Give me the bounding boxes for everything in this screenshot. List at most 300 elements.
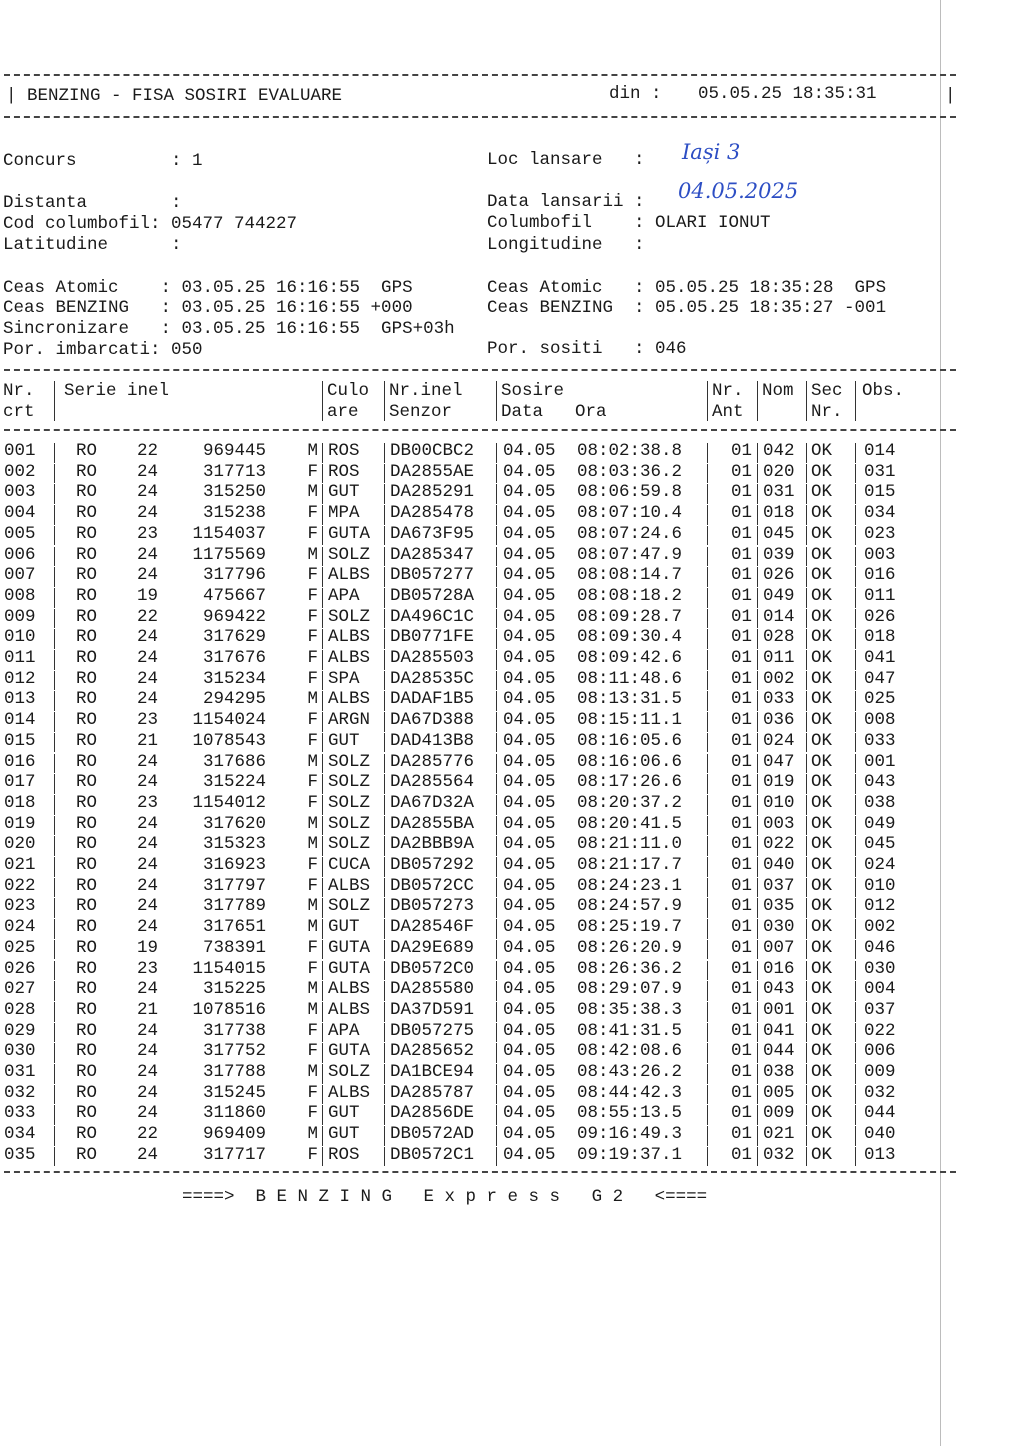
cell-sex: F bbox=[307, 565, 318, 586]
col-divider bbox=[855, 981, 856, 1001]
table-row bbox=[0, 938, 960, 959]
cell-color: GUT bbox=[328, 917, 360, 938]
cell-antenna-nr: 01 bbox=[730, 503, 752, 524]
cell-arrival-time: 08:20:37.2 bbox=[577, 792, 683, 813]
cell-sensor-ring: DA285478 bbox=[390, 503, 475, 524]
col-divider bbox=[757, 857, 758, 877]
data-lansarii-handwritten: 04.05.2025 bbox=[678, 179, 799, 203]
header-col-divider bbox=[496, 381, 497, 421]
cell-sec-nr: OK bbox=[811, 772, 833, 793]
cell-arrival-time: 08:13:31.5 bbox=[577, 689, 683, 710]
cell-sec-nr: OK bbox=[811, 730, 833, 751]
cell-nom: 041 bbox=[763, 1020, 795, 1041]
table-row bbox=[0, 1145, 960, 1166]
cell-nom: 042 bbox=[763, 441, 795, 461]
header-top-rule bbox=[4, 74, 956, 76]
cell-row-nr: 010 bbox=[4, 627, 36, 648]
cell-nom: 038 bbox=[763, 1062, 795, 1082]
cell-ring-country: RO bbox=[76, 627, 98, 648]
cell-nom: 043 bbox=[763, 979, 795, 1000]
table-row bbox=[0, 565, 960, 586]
cell-color: ARGN bbox=[328, 710, 371, 731]
cell-color: GUTA bbox=[328, 523, 371, 544]
cell-arrival-time: 08:11:48.6 bbox=[577, 668, 683, 689]
cell-obs: 008 bbox=[864, 710, 896, 731]
cell-antenna-nr: 01 bbox=[730, 1020, 752, 1041]
cell-row-nr: 028 bbox=[4, 999, 36, 1020]
col-divider bbox=[707, 816, 708, 836]
cell-obs: 046 bbox=[864, 937, 896, 958]
cell-row-nr: 017 bbox=[4, 772, 36, 793]
col-divider bbox=[806, 443, 807, 463]
cell-arrival-time: 08:07:47.9 bbox=[577, 544, 683, 565]
cell-ring-number: 317620 bbox=[202, 813, 266, 834]
col-divider bbox=[384, 567, 385, 587]
cell-ring-number: 317796 bbox=[202, 565, 266, 586]
col-divider bbox=[384, 671, 385, 691]
cell-antenna-nr: 01 bbox=[730, 523, 752, 544]
footer-brand: ====> B E N Z I N G E x p r e s s G 2 <==== bbox=[182, 1187, 708, 1207]
col-divider bbox=[855, 961, 856, 981]
cell-ring-number: 315250 bbox=[202, 482, 266, 503]
cell-sensor-ring: DB057273 bbox=[390, 896, 475, 917]
cell-sex: M bbox=[307, 751, 318, 772]
cell-arrival-date: 04.05 bbox=[503, 710, 556, 731]
cell-antenna-nr: 01 bbox=[730, 1062, 752, 1082]
col-divider bbox=[54, 1126, 55, 1146]
cell-row-nr: 023 bbox=[4, 896, 36, 917]
cell-sec-nr: OK bbox=[811, 482, 833, 503]
col-divider bbox=[707, 1064, 708, 1084]
col-divider bbox=[496, 940, 497, 960]
cell-sec-nr: OK bbox=[811, 1144, 833, 1165]
table-row bbox=[0, 689, 960, 710]
cell-antenna-nr: 01 bbox=[730, 958, 752, 979]
ceas-benzing-start: Ceas BENZING : 03.05.25 16:16:55 +000 bbox=[3, 298, 413, 318]
report-date-label: din : bbox=[609, 84, 662, 104]
cell-ring-year: 22 bbox=[137, 1124, 159, 1145]
col-divider bbox=[384, 547, 385, 567]
longitudine-line: Longitudine : bbox=[487, 235, 645, 255]
cell-ring-number: 317676 bbox=[202, 648, 266, 668]
cell-ring-country: RO bbox=[76, 979, 98, 1000]
col-divider bbox=[322, 691, 323, 711]
report-date-value: 05.05.25 18:35:31 bbox=[698, 84, 877, 104]
cell-ring-number: 969445 bbox=[202, 441, 266, 461]
col-divider bbox=[496, 1002, 497, 1022]
cell-obs: 031 bbox=[864, 461, 896, 482]
cell-color: ALBS bbox=[328, 875, 371, 896]
cell-ring-country: RO bbox=[76, 1103, 98, 1124]
cell-nom: 020 bbox=[763, 461, 795, 482]
col-divider bbox=[322, 940, 323, 960]
cell-arrival-date: 04.05 bbox=[503, 999, 556, 1020]
col-divider bbox=[806, 961, 807, 981]
cell-ring-country: RO bbox=[76, 585, 98, 606]
table-row bbox=[0, 1124, 960, 1145]
cell-obs: 018 bbox=[864, 627, 896, 648]
table-row bbox=[0, 896, 960, 917]
cell-row-nr: 002 bbox=[4, 461, 36, 482]
col-divider bbox=[496, 1147, 497, 1167]
cell-sec-nr: OK bbox=[811, 648, 833, 668]
col-divider bbox=[806, 712, 807, 732]
cell-sensor-ring: DA37D591 bbox=[390, 999, 475, 1020]
cell-nom: 018 bbox=[763, 503, 795, 524]
cell-obs: 025 bbox=[864, 689, 896, 710]
cell-sex: F bbox=[307, 1103, 318, 1124]
cell-nom: 030 bbox=[763, 917, 795, 938]
cell-ring-country: RO bbox=[76, 855, 98, 875]
col-divider bbox=[54, 816, 55, 836]
col-divider bbox=[496, 484, 497, 504]
cell-arrival-time: 08:03:36.2 bbox=[577, 461, 683, 482]
col-divider bbox=[384, 1126, 385, 1146]
cell-color: GUTA bbox=[328, 937, 371, 958]
cell-ring-number: 1175569 bbox=[192, 544, 266, 565]
table-row bbox=[0, 834, 960, 855]
col-divider bbox=[855, 795, 856, 815]
cell-ring-number: 1154012 bbox=[192, 792, 266, 813]
cell-ring-year: 23 bbox=[137, 792, 159, 813]
cell-arrival-date: 04.05 bbox=[503, 461, 556, 482]
cell-nom: 047 bbox=[763, 751, 795, 772]
cell-obs: 043 bbox=[864, 772, 896, 793]
table-row bbox=[0, 710, 960, 731]
col-divider bbox=[855, 816, 856, 836]
col-divider bbox=[384, 609, 385, 629]
col-divider bbox=[384, 691, 385, 711]
col-divider bbox=[707, 940, 708, 960]
col-divider bbox=[54, 940, 55, 960]
cell-obs: 016 bbox=[864, 565, 896, 586]
cell-nom: 040 bbox=[763, 855, 795, 875]
cell-sex: F bbox=[307, 503, 318, 524]
cell-antenna-nr: 01 bbox=[730, 999, 752, 1020]
col-divider bbox=[855, 836, 856, 856]
cell-sec-nr: OK bbox=[811, 668, 833, 689]
cell-antenna-nr: 01 bbox=[730, 1103, 752, 1124]
cell-obs: 010 bbox=[864, 875, 896, 896]
col-divider bbox=[707, 898, 708, 918]
col-divider bbox=[496, 650, 497, 670]
cell-nom: 002 bbox=[763, 668, 795, 689]
cell-sensor-ring: DA673F95 bbox=[390, 523, 475, 544]
cell-ring-country: RO bbox=[76, 565, 98, 586]
cell-ring-year: 24 bbox=[137, 668, 159, 689]
col-divider bbox=[384, 588, 385, 608]
table-row bbox=[0, 648, 960, 669]
cell-row-nr: 014 bbox=[4, 710, 36, 731]
cell-antenna-nr: 01 bbox=[730, 606, 752, 627]
col-divider bbox=[707, 1105, 708, 1125]
cell-sec-nr: OK bbox=[811, 875, 833, 896]
cell-ring-number: 317686 bbox=[202, 751, 266, 772]
cell-sec-nr: OK bbox=[811, 606, 833, 627]
cell-sec-nr: OK bbox=[811, 461, 833, 482]
col-divider bbox=[707, 919, 708, 939]
cell-ring-country: RO bbox=[76, 668, 98, 689]
col-divider bbox=[855, 1147, 856, 1167]
col-divider bbox=[707, 567, 708, 587]
cell-ring-number: 317738 bbox=[202, 1020, 266, 1041]
cell-sec-nr: OK bbox=[811, 917, 833, 938]
col-divider bbox=[322, 1085, 323, 1105]
col-divider bbox=[806, 940, 807, 960]
col-divider bbox=[384, 733, 385, 753]
cell-arrival-time: 08:09:28.7 bbox=[577, 606, 683, 627]
cell-sensor-ring: DA28546F bbox=[390, 917, 475, 938]
table-bottom-rule bbox=[4, 1171, 956, 1173]
cell-arrival-date: 04.05 bbox=[503, 689, 556, 710]
cell-color: SOLZ bbox=[328, 751, 371, 772]
cell-ring-number: 315234 bbox=[202, 668, 266, 689]
col-divider bbox=[806, 981, 807, 1001]
cell-ring-number: 317752 bbox=[202, 1041, 266, 1062]
cell-nom: 035 bbox=[763, 896, 795, 917]
cell-color: GUT bbox=[328, 1103, 360, 1124]
cell-obs: 011 bbox=[864, 585, 896, 606]
cell-nom: 049 bbox=[763, 585, 795, 606]
cell-obs: 045 bbox=[864, 834, 896, 855]
cell-arrival-date: 04.05 bbox=[503, 627, 556, 648]
col-divider bbox=[707, 1147, 708, 1167]
col-header-nr-inel: Nr.inel bbox=[389, 381, 463, 401]
cell-sensor-ring: DADAF1B5 bbox=[390, 689, 475, 710]
col-divider bbox=[54, 733, 55, 753]
table-top-rule bbox=[4, 369, 956, 371]
cell-ring-number: 1078516 bbox=[192, 999, 266, 1020]
cell-antenna-nr: 01 bbox=[730, 792, 752, 813]
col-divider bbox=[707, 443, 708, 463]
cell-ring-country: RO bbox=[76, 689, 98, 710]
cell-sex: F bbox=[307, 855, 318, 875]
cell-arrival-date: 04.05 bbox=[503, 834, 556, 855]
col-divider bbox=[757, 919, 758, 939]
cell-sensor-ring: DB05728A bbox=[390, 585, 475, 606]
cell-color: APA bbox=[328, 1020, 360, 1041]
col-divider bbox=[496, 898, 497, 918]
cell-sex: M bbox=[307, 896, 318, 917]
col-divider bbox=[322, 588, 323, 608]
col-divider bbox=[322, 1105, 323, 1125]
col-divider bbox=[806, 816, 807, 836]
col-divider bbox=[322, 857, 323, 877]
col-divider bbox=[54, 836, 55, 856]
col-divider bbox=[322, 795, 323, 815]
cell-arrival-time: 08:20:41.5 bbox=[577, 813, 683, 834]
cell-ring-year: 24 bbox=[137, 1082, 159, 1103]
cell-ring-country: RO bbox=[76, 1124, 98, 1145]
cell-arrival-time: 08:21:11.0 bbox=[577, 834, 683, 855]
table-row bbox=[0, 1041, 960, 1062]
cell-sensor-ring: DA285291 bbox=[390, 482, 475, 503]
cell-nom: 033 bbox=[763, 689, 795, 710]
cell-arrival-date: 04.05 bbox=[503, 855, 556, 875]
col-divider bbox=[322, 671, 323, 691]
ceas-atomic-end: Ceas Atomic : 05.05.25 18:35:28 GPS bbox=[487, 278, 887, 298]
cell-arrival-time: 08:06:59.8 bbox=[577, 482, 683, 503]
cell-sensor-ring: DA285564 bbox=[390, 772, 475, 793]
cell-nom: 001 bbox=[763, 999, 795, 1020]
cell-ring-country: RO bbox=[76, 710, 98, 731]
cell-color: GUT bbox=[328, 482, 360, 503]
col-divider bbox=[707, 981, 708, 1001]
cell-sex: F bbox=[307, 1082, 318, 1103]
cell-obs: 023 bbox=[864, 523, 896, 544]
col-divider bbox=[322, 650, 323, 670]
table-row bbox=[0, 917, 960, 938]
col-divider bbox=[54, 464, 55, 484]
col-divider bbox=[322, 1002, 323, 1022]
col-divider bbox=[384, 816, 385, 836]
col-divider bbox=[54, 629, 55, 649]
cell-sex: M bbox=[307, 1062, 318, 1082]
col-divider bbox=[757, 733, 758, 753]
cell-sex: F bbox=[307, 937, 318, 958]
header-col-divider bbox=[54, 381, 55, 421]
col-divider bbox=[496, 774, 497, 794]
table-row bbox=[0, 586, 960, 607]
col-divider bbox=[757, 567, 758, 587]
cell-nom: 009 bbox=[763, 1103, 795, 1124]
col-divider bbox=[384, 878, 385, 898]
cell-antenna-nr: 01 bbox=[730, 855, 752, 875]
cell-arrival-time: 08:35:38.3 bbox=[577, 999, 683, 1020]
col-divider bbox=[384, 629, 385, 649]
cell-arrival-time: 08:24:23.1 bbox=[577, 875, 683, 896]
cell-antenna-nr: 01 bbox=[730, 482, 752, 503]
cell-arrival-time: 08:15:11.1 bbox=[577, 710, 683, 731]
col-divider bbox=[757, 1126, 758, 1146]
cell-arrival-date: 04.05 bbox=[503, 585, 556, 606]
cell-arrival-date: 04.05 bbox=[503, 606, 556, 627]
col-divider bbox=[855, 609, 856, 629]
cell-antenna-nr: 01 bbox=[730, 834, 752, 855]
cell-obs: 034 bbox=[864, 503, 896, 524]
cell-color: ALBS bbox=[328, 979, 371, 1000]
col-divider bbox=[757, 712, 758, 732]
sincronizare-line: Sincronizare : 03.05.25 16:16:55 GPS+03h bbox=[3, 319, 455, 339]
col-divider bbox=[54, 898, 55, 918]
cell-antenna-nr: 01 bbox=[730, 772, 752, 793]
cell-ring-year: 24 bbox=[137, 917, 159, 938]
cell-obs: 037 bbox=[864, 999, 896, 1020]
cell-row-nr: 013 bbox=[4, 689, 36, 710]
col-divider bbox=[496, 443, 497, 463]
cell-color: SOLZ bbox=[328, 606, 371, 627]
col-divider bbox=[496, 981, 497, 1001]
cell-obs: 032 bbox=[864, 1082, 896, 1103]
data-lansarii-label: Data lansarii : bbox=[487, 192, 645, 212]
col-header-sec-nr: Nr. bbox=[811, 402, 843, 422]
cell-nom: 010 bbox=[763, 792, 795, 813]
cell-ring-year: 22 bbox=[137, 606, 159, 627]
col-divider bbox=[384, 898, 385, 918]
cell-sex: F bbox=[307, 1020, 318, 1041]
col-divider bbox=[757, 981, 758, 1001]
cell-nom: 021 bbox=[763, 1124, 795, 1145]
cell-sensor-ring: DB057275 bbox=[390, 1020, 475, 1041]
col-divider bbox=[54, 547, 55, 567]
cell-sensor-ring: DB057292 bbox=[390, 855, 475, 875]
col-divider bbox=[54, 919, 55, 939]
cell-ring-year: 24 bbox=[137, 896, 159, 917]
cell-row-nr: 033 bbox=[4, 1103, 36, 1124]
cell-arrival-time: 08:26:36.2 bbox=[577, 958, 683, 979]
col-divider bbox=[806, 609, 807, 629]
col-divider bbox=[757, 1085, 758, 1105]
cell-antenna-nr: 01 bbox=[730, 710, 752, 731]
cell-sec-nr: OK bbox=[811, 958, 833, 979]
col-divider bbox=[855, 1126, 856, 1146]
cell-antenna-nr: 01 bbox=[730, 875, 752, 896]
col-divider bbox=[855, 691, 856, 711]
col-divider bbox=[855, 919, 856, 939]
col-divider bbox=[757, 1023, 758, 1043]
col-divider bbox=[707, 712, 708, 732]
loc-lansare-label: Loc lansare : bbox=[487, 150, 645, 170]
cod-columbofil-line: Cod columbofil: 05477 744227 bbox=[3, 214, 298, 234]
col-header-serie-inel: Serie inel bbox=[64, 381, 170, 401]
table-row bbox=[0, 855, 960, 876]
col-divider bbox=[707, 733, 708, 753]
cell-arrival-time: 08:41:31.5 bbox=[577, 1020, 683, 1041]
cell-obs: 015 bbox=[864, 482, 896, 503]
cell-arrival-date: 04.05 bbox=[503, 1020, 556, 1041]
col-divider bbox=[496, 629, 497, 649]
cell-obs: 038 bbox=[864, 792, 896, 813]
cell-nom: 028 bbox=[763, 627, 795, 648]
col-divider bbox=[54, 691, 55, 711]
cell-antenna-nr: 01 bbox=[730, 1124, 752, 1145]
cell-sex: F bbox=[307, 668, 318, 689]
cell-sensor-ring: DB0572C1 bbox=[390, 1144, 475, 1165]
table-row bbox=[0, 979, 960, 1000]
cell-sex: F bbox=[307, 958, 318, 979]
cell-sec-nr: OK bbox=[811, 1041, 833, 1062]
cell-arrival-time: 09:19:37.1 bbox=[577, 1144, 683, 1165]
col-divider bbox=[322, 733, 323, 753]
col-divider bbox=[855, 712, 856, 732]
cell-arrival-time: 08:21:17.7 bbox=[577, 855, 683, 875]
cell-ring-year: 24 bbox=[137, 503, 159, 524]
cell-ring-country: RO bbox=[76, 1062, 98, 1082]
table-row bbox=[0, 441, 960, 462]
col-divider bbox=[384, 1043, 385, 1063]
cell-ring-country: RO bbox=[76, 1144, 98, 1165]
col-divider bbox=[757, 1043, 758, 1063]
col-divider bbox=[855, 567, 856, 587]
cell-color: ALBS bbox=[328, 999, 371, 1020]
col-divider bbox=[806, 754, 807, 774]
cell-ring-country: RO bbox=[76, 751, 98, 772]
cell-ring-year: 23 bbox=[137, 958, 159, 979]
cell-arrival-time: 08:24:57.9 bbox=[577, 896, 683, 917]
cell-ring-number: 738391 bbox=[202, 937, 266, 958]
col-divider bbox=[384, 526, 385, 546]
arrivals-table-body bbox=[0, 441, 960, 1171]
col-divider bbox=[496, 1126, 497, 1146]
cell-arrival-date: 04.05 bbox=[503, 1082, 556, 1103]
cell-arrival-date: 04.05 bbox=[503, 792, 556, 813]
cell-color: ALBS bbox=[328, 1082, 371, 1103]
cell-arrival-date: 04.05 bbox=[503, 937, 556, 958]
col-divider bbox=[806, 671, 807, 691]
cell-arrival-date: 04.05 bbox=[503, 482, 556, 503]
col-divider bbox=[757, 878, 758, 898]
col-divider bbox=[54, 961, 55, 981]
